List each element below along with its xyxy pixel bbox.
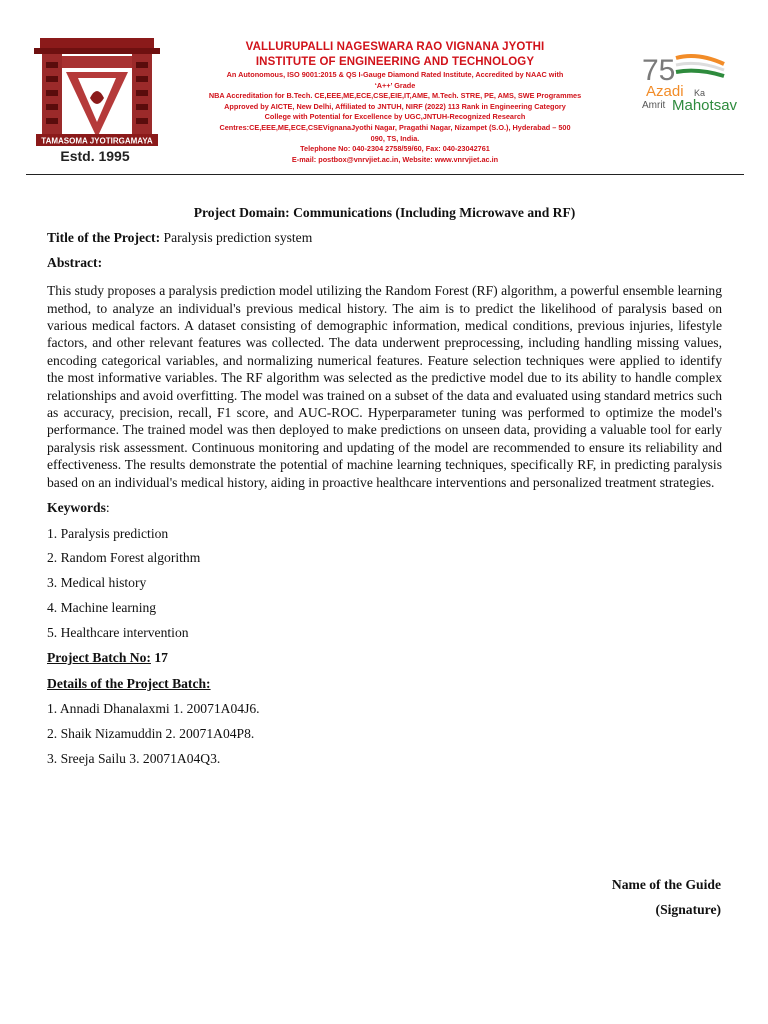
project-batch	[47, 649, 722, 667]
batch-member: 2. Shaik Nizamuddin 2. 20071A04P8.	[47, 726, 255, 742]
letterhead	[0, 0, 768, 178]
svg-text:Azadi: Azadi	[646, 83, 684, 100]
institute-name-line1: VALLURUPALLI NAGESWARA RAO VIGNANA JYOTHI	[245, 41, 545, 53]
svg-text:TAMASOMA JYOTIRGAMAYA: TAMASOMA JYOTIRGAMAYA	[41, 136, 153, 146]
keyword-item: 5. Healthcare intervention	[47, 625, 189, 641]
info-line: College with Potential for Excellence by UGC,JNTUH-Recognized Research	[264, 112, 526, 122]
keywords-heading	[47, 499, 722, 517]
guide-name: Name of the Guide	[611, 877, 721, 892]
azadi-ka-amrit-mahotsav-logo	[628, 50, 758, 120]
svg-text:75: 75	[642, 54, 676, 87]
abstract-text: This study proposes a paralysis prediction model utilizing the Random Forest (RF) algorithm, a powerful ensemble learning method, to analyze an individual's previous medical history. The aim is to predict the likelihood of paralysis based on various medical factors. A dataset consisting of demographic information, medical conditions, previous injuries, lifestyle factors, and other relevant features was collected. The data underwent preprocessing, including handling missing values, encoding categorical variables, and normalizing numerical features. Feature selection techniques were applied to identify the most informative variables. The RF algorithm was selected as the predictive model due to its ability to handle complex relationships and avoid overfitting. The model was trained on a subset of the data and evaluated using standard metrics such as accuracy, precision, recall, F1 score, and AUC-ROC. Hyperparameter tuning was performed to optimize the model's performance. The trained model was then deployed to make predictions on unseen data, providing a valuable tool for early paralysis risk assessment. Continuous monitoring and updating of the model are recommended to ensure its reliability and effectiveness. The results demonstrate the potential of machine learning techniques, specifically RF, in predicting paralysis based on an individual's medical history, aiding in proactive healthcare interventions and personalized treatment strategies.	[47, 283, 722, 490]
info-line: 090, TS, India.	[370, 133, 420, 143]
guide-signature: (Signature)	[655, 902, 721, 917]
header-divider	[26, 174, 744, 175]
svg-text:Mahotsav: Mahotsav	[672, 97, 738, 114]
info-line: E-mail: postbox@vnrvjiet.ac.in, Website: www.vnrvjiet.ac.in	[291, 154, 499, 164]
institute-block	[170, 40, 620, 165]
svg-text:Amrit: Amrit	[642, 100, 666, 111]
guide-signature-block	[500, 872, 721, 922]
batch-details-label: Details of the Project Batch:	[47, 675, 211, 691]
info-line: ‘A++’ Grade	[374, 80, 416, 90]
established-year: Estd. 1995	[60, 148, 130, 164]
batch-details-heading	[47, 675, 722, 693]
batch-label: Project Batch No:	[47, 650, 151, 666]
batch-member: 3. Sreeja Sailu 3. 20071A04Q3.	[47, 751, 221, 767]
project-title-value: Paralysis prediction system	[163, 230, 313, 246]
institute-name-line2: INSTITUTE OF ENGINEERING AND TECHNOLOGY	[255, 56, 535, 68]
batch-member: 1. Annadi Dhanalaxmi 1. 20071A04J6.	[47, 701, 260, 717]
batch-number: 17	[154, 650, 168, 666]
project-title-label: Title of the Project:	[47, 230, 161, 246]
keywords-colon: :	[105, 500, 110, 516]
keyword-item: 2. Random Forest algorithm	[47, 550, 201, 566]
info-line: Approved by AICTE, New Delhi, Affiliated to JNTUH, NIRF (2022) 113 Rank in Engineering Category	[224, 101, 566, 111]
keyword-item: 4. Machine learning	[47, 600, 157, 616]
abstract-heading: Abstract:	[47, 254, 103, 270]
project-domain: Project Domain: Communications (Including Microwave and RF)	[193, 205, 576, 220]
info-line: Telephone No: 040-2304 2758/59/60, Fax: 040-23042761	[300, 144, 490, 154]
keyword-item: 3. Medical history	[47, 575, 147, 591]
info-line: Centres:CE,EEE,ME,ECE,CSEVignanaJyothi Nagar, Pragathi Nagar, Nizampet (S.O.), Hyderabad – 500	[219, 122, 571, 132]
document-body	[47, 204, 722, 775]
info-line: An Autonomous, ISO 9001:2015 & QS I-Gauge Diamond Rated Institute, Accredited by NAAC with	[226, 70, 564, 79]
keyword-item: 1. Paralysis prediction	[47, 525, 169, 541]
project-title	[47, 229, 722, 247]
svg-text:Ka: Ka	[694, 88, 706, 98]
info-line: NBA Accreditation for B.Tech. CE,EEE,ME,ECE,CSE,EIE,IT,AME, M.Tech. STRE, PE, AMS, SWE Programmes	[208, 91, 582, 101]
keywords-label: Keywords	[47, 500, 106, 516]
